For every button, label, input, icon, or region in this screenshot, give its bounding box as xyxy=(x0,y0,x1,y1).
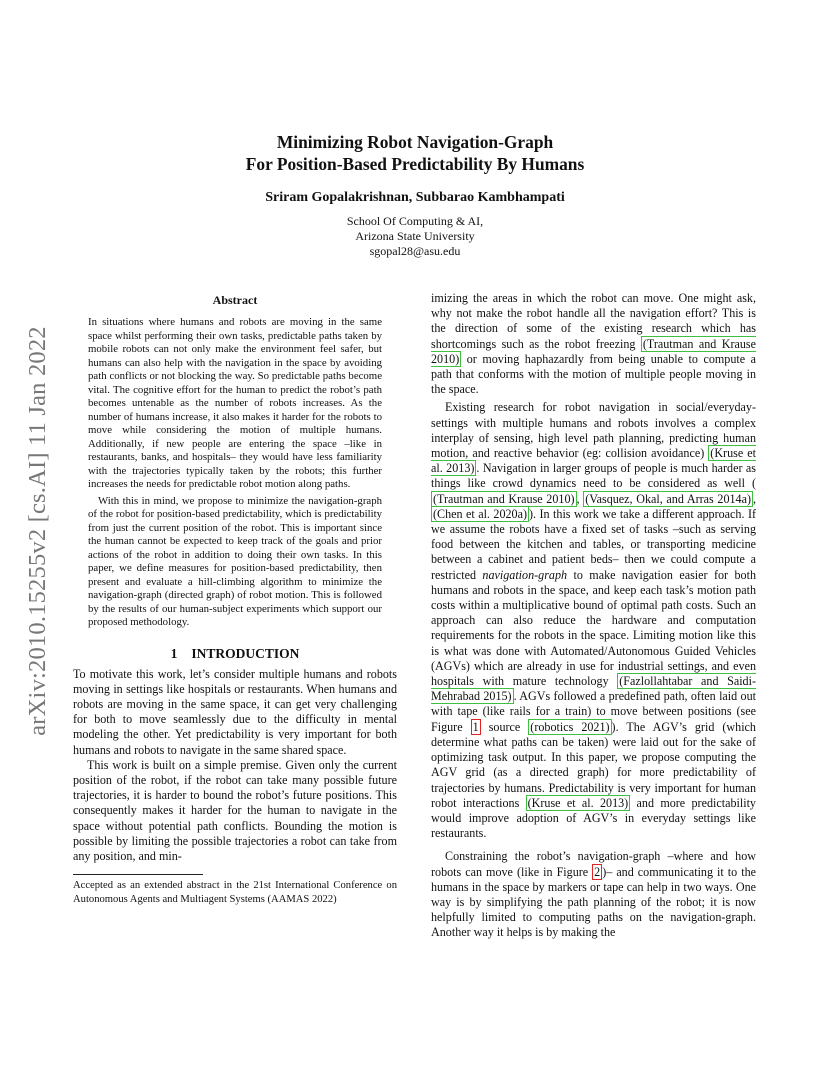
abstract-paragraph-1: In situations where humans and robots are moving in the same space whilst performing their own tasks, predictable paths taken by mobile robots can not only make the environment feel safer, but humans can also help with the navigation in the space by avoiding path conflicts or not blocking the way. So predictable paths become vital. The cognitive effort for the human to predict the robot’s path becomes untenable as the number of robots increases. As the number of humans increase, it also makes it harder for the robots to move while considering the motion of multiple humans. Additionally, if new people are entering the space –like in restaurants, banks, and hospitals– they would have less familiarity with the trajectories typically taken by the robots; this further increases the needs for predictable robot motion along paths. xyxy=(88,316,382,490)
footnote-rule xyxy=(73,874,203,875)
arxiv-stamp-text: arXiv:2010.15255v2 [cs.AI] 11 Jan 2022 xyxy=(24,326,51,736)
section-title: INTRODUCTION xyxy=(191,645,300,661)
citation-link[interactable]: (Fazlollahtabar and Saidi-Mehrabad 2015) xyxy=(431,674,756,704)
abstract-heading: Abstract xyxy=(212,293,258,307)
emphasis-navigation-graph: navigation-graph xyxy=(482,567,568,582)
right-column xyxy=(431,291,756,941)
citation-link[interactable]: (Kruse et al. 2013) xyxy=(527,795,629,810)
section-number: 1 xyxy=(170,645,178,661)
author-list: Sriram Gopalakrishnan, Subbarao Kambhampati xyxy=(265,190,565,205)
intro-paragraph-1: To motivate this work, let’s consider multiple humans and robots moving in settings like hospitals or restaurants. When humans and robots are moving in the same space, it can get very challenging for both to move seamlessly due to the difficulty in mental modeling the other. Yet predictability is very important for both humans and robots to navigate in the same shared space. xyxy=(73,666,397,757)
left-column xyxy=(73,293,397,906)
citation-link[interactable]: (Trautman and Krause 2010) xyxy=(433,491,575,506)
abstract-section xyxy=(73,293,397,630)
affiliation-block xyxy=(150,214,680,259)
right-paragraph-2: Existing research for robot navigation in social/everyday-settings with multiple humans and robots involves a complex interplay of sensing, high level path planning, predicting human motion, and reactive behavior (eg: collision avoidance) (Kruse et al. 2013) . Navigation in larger groups of people is much harder as things like crowd dynamics need to be considered as well ( (Trautman and Krause 2010) , (Vasquez, Okal, and Arras 2014a) , (Chen et al. 2020a) ). In this work we take a different approach. If we assume the robots have a fixed set of tasks –such as serving food between the kitchen and tables, or transporting medicine between a cabinet and patient beds– then we could compute a restricted navigation-graph to make navigation easier for both humans and robots in the space, and keep each task’s motion path costs within a multiplicative bound of optimal path costs. Such an approach can also reduce the hardware and computation requirements for the robots in the space. Limiting motion like this is what was done with Automated/Autonomous Guided Vehicles (AGVs) which are already in use for industrial settings, and even hospitals with mature technology (Fazlollahtabar and Saidi-Mehrabad 2015) . AGVs followed a predefined path, often laid out with tape (like rails for a train) to move between positions (see Figure 1 source (robotics 2021) ). The AGV’s grid (which determine what paths can be taken) were laid out for the sake of optimizing task output. In this paper, we propose computing the AGV grid (as a directed graph) for more predictability of trajectories by humans. Predictability is very important for human robot interactions (Kruse et al. 2013) and more predictability would improve adoption of AGV’s in everyday settings like restaurants. xyxy=(431,400,757,841)
citation-link[interactable]: (robotics 2021) xyxy=(530,719,610,734)
citation-link[interactable]: (Kruse et al. 2013) xyxy=(431,446,756,476)
section-heading-introduction xyxy=(73,646,397,662)
affiliation-school: School Of Computing & AI, xyxy=(346,214,484,228)
intro-paragraph-2: This work is built on a simple premise. Given only the current position of the robot, if the robot can take many possible future trajectories, it is harder to bound the robot’s future positions. This consequently makes it harder for the human to navigate in the space without potential path conflicts. Bounding the motion is possible by limiting the possible trajectories a robot can take from any position, and min- xyxy=(73,757,397,863)
title-line-2: For Position-Based Predictability By Humans xyxy=(245,154,585,174)
citation-link[interactable]: (Vasquez, Okal, and Arras 2014a) xyxy=(585,491,751,506)
arxiv-stamp xyxy=(18,296,58,766)
title-line-1: Minimizing Robot Navigation-Graph xyxy=(276,132,554,152)
citation-link[interactable]: (Trautman and Krause 2010) xyxy=(431,336,757,366)
abstract-paragraph-2: With this in mind, we propose to minimize the navigation-graph of the robot for position-based predictability, which is predictability from just the current position of the robot. This is important since the human cannot be expected to keep track of the goals and prior actions of the robot in addition to doing their own tasks. In this paper, we define measures for position-based predictability, then present and evaluate a hill-climbing algorithm to minimize the navigation-graph (directed graph) of robot motion. This is followed by the results of our human-subject experiments which support our proposed methodology. xyxy=(88,494,382,628)
figure-reference-link[interactable]: 1 xyxy=(472,719,479,734)
right-paragraph-3: Constraining the robot’s navigation-graph –where and how robots can move (like in Figure 2 )– and communicating it to the humans in the space by markers or tape can help in two ways. One way is by simplifying the path planning of the robot; it is now helpfully limited to computing paths on the navigation-graph. Another way it helps is by making the xyxy=(431,849,756,940)
figure-reference-link[interactable]: 2 xyxy=(594,864,601,879)
author-email: sgopal28@asu.edu xyxy=(369,244,461,258)
affiliation-university: Arizona State University xyxy=(355,229,475,243)
footnote: Accepted as an extended abstract in the 21st International Conference on Autonomous Agents and Multiagent Systems (AAMAS 2022) xyxy=(73,880,397,905)
citation-link[interactable]: (Chen et al. 2020a) xyxy=(433,506,527,521)
right-paragraph-1: imizing the areas in which the robot can move. One might ask, why not make the robot handle all the navigation effort? This is the direction of some of the existing research which has shortcomings such as the robot freezing (Trautman and Krause 2010) or moving haphazardly from being unable to compute a path that conforms with the motion of multiple people moving in the space. xyxy=(431,291,757,397)
paper-title xyxy=(150,131,680,175)
